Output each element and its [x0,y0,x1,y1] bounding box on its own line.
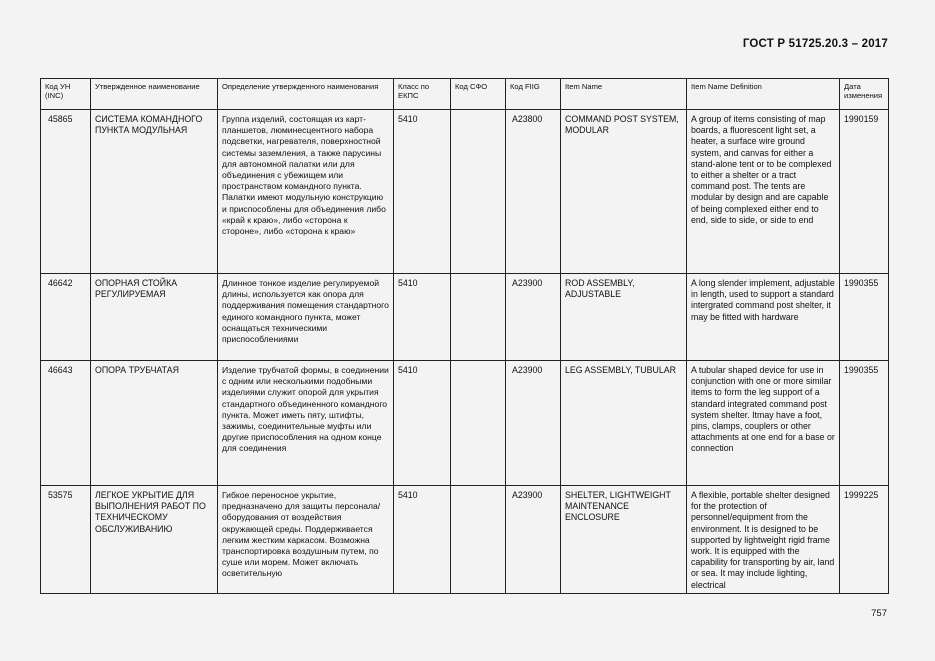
col-header-item-def: Item Name Definition [687,79,840,110]
cell-sfo [451,361,506,486]
cell-item-name: COMMAND POST SYSTEM, MODULAR [561,110,687,274]
cell-item-def: A long slender implement, adjustable in length, used to support a standard intergrated command post shelter, it may be fitted with hardware [687,274,840,361]
cell-fiig: A23900 [506,361,561,486]
standard-header: ГОСТ Р 51725.20.3 – 2017 [742,38,888,50]
table-row [41,274,889,361]
cell-sfo [451,110,506,274]
cell-ekps: 5410 [394,274,451,361]
cell-def-ru: Группа изделий, состоящая из карт-планшетов, люминесцентного набора подсветки, нагревателя, поверхностной системы заземления, а также парусины для автономной палатки или для объединения с убежищем или пространством командного пункта. Палатки имеют модульную конструкцию и приспособлены для объединения либо «край к краю», либо «сторона к стороне», либо «сторона к краю» [218,110,394,274]
cell-ekps: 5410 [394,110,451,274]
col-header-fiig: Код FIIG [506,79,561,110]
cell-ekps: 5410 [394,486,451,594]
cell-date: 1999225 [840,486,889,594]
cell-def-ru: Изделие трубчатой формы, в соединении с одним или несколькими подобными изделиями служит опорой для укрытия стандартного объединенного командного пункта. Может иметь пяту, штифты, зажимы, соединительные муфты или другие приспособления на одном конце для соединения [218,361,394,486]
col-header-item-name: Item Name [561,79,687,110]
col-header-name-ru: Утвержденное наименование [91,79,218,110]
cell-item-name: ROD ASSEMBLY, ADJUSTABLE [561,274,687,361]
col-header-inc: Код УН (INC) [41,79,91,110]
cell-fiig: A23900 [506,274,561,361]
cell-inc: 46643 [41,361,91,486]
col-header-sfo: Код СФО [451,79,506,110]
cell-item-def: A flexible, portable shelter designed for the protection of personnel/equipment from the environment. It is designed to be supported by lightweight rigid frame work. It is equipped with the capability for transporting by air, land or sea. It may include lighting, electrical [687,486,840,594]
cell-def-ru: Гибкое переносное укрытие, предназначено для защиты персонала/оборудования от воздействия окружающей среды. Поддерживается легким жестким каркасом. Возможна транспортировка воздушным путем, по суше или морем. Может включать осветительную [218,486,394,594]
cell-name-ru: ОПОРНАЯ СТОЙКА РЕГУЛИРУЕМАЯ [91,274,218,361]
table-row [41,486,889,594]
col-header-date: Дата изменения [840,79,889,110]
cell-date: 1990355 [840,274,889,361]
cell-def-ru: Длинное тонкое изделие регулируемой длины, используется как опора для поддерживания помещения стандартного единого командного пункта, может оснащаться техническими приспособлениями [218,274,394,361]
items-table [40,78,889,594]
cell-inc: 45865 [41,110,91,274]
col-header-ekps: Класс по ЕКПС [394,79,451,110]
page-number: 757 [871,608,887,619]
cell-fiig: A23800 [506,110,561,274]
cell-item-def: A group of items consisting of map boards, a fluorescent light set, a heater, a surface wire ground system, and canvas for either a stand-alone tent or to be complexed to either a shelter or a tract command post. The tents are modular by design and are capable of being complexed either end to end, side to side, or side to end [687,110,840,274]
cell-ekps: 5410 [394,361,451,486]
cell-name-ru: СИСТЕМА КОМАНДНОГО ПУНКТА МОДУЛЬНАЯ [91,110,218,274]
cell-date: 1990355 [840,361,889,486]
table-row [41,110,889,274]
col-header-def-ru: Определение утвержденного наименования [218,79,394,110]
cell-name-ru: ОПОРА ТРУБЧАТАЯ [91,361,218,486]
cell-sfo [451,486,506,594]
cell-name-ru: ЛЕГКОЕ УКРЫТИЕ ДЛЯ ВЫПОЛНЕНИЯ РАБОТ ПО ТЕХНИЧЕСКОМУ ОБСЛУЖИВАНИЮ [91,486,218,594]
table-row [41,361,889,486]
cell-inc: 46642 [41,274,91,361]
cell-date: 1990159 [840,110,889,274]
cell-item-name: LEG ASSEMBLY, TUBULAR [561,361,687,486]
table-header-row [41,79,889,110]
cell-fiig: A23900 [506,486,561,594]
cell-sfo [451,274,506,361]
cell-item-name: SHELTER, LIGHTWEIGHT MAINTENANCE ENCLOSURE [561,486,687,594]
cell-item-def: A tubular shaped device for use in conjunction with one or more similar items to form the leg support of a standard integrated command post system shelter. Itmay have a foot, pins, clamps, couplers or other attachments at one end for a base or connection [687,361,840,486]
cell-inc: 53575 [41,486,91,594]
